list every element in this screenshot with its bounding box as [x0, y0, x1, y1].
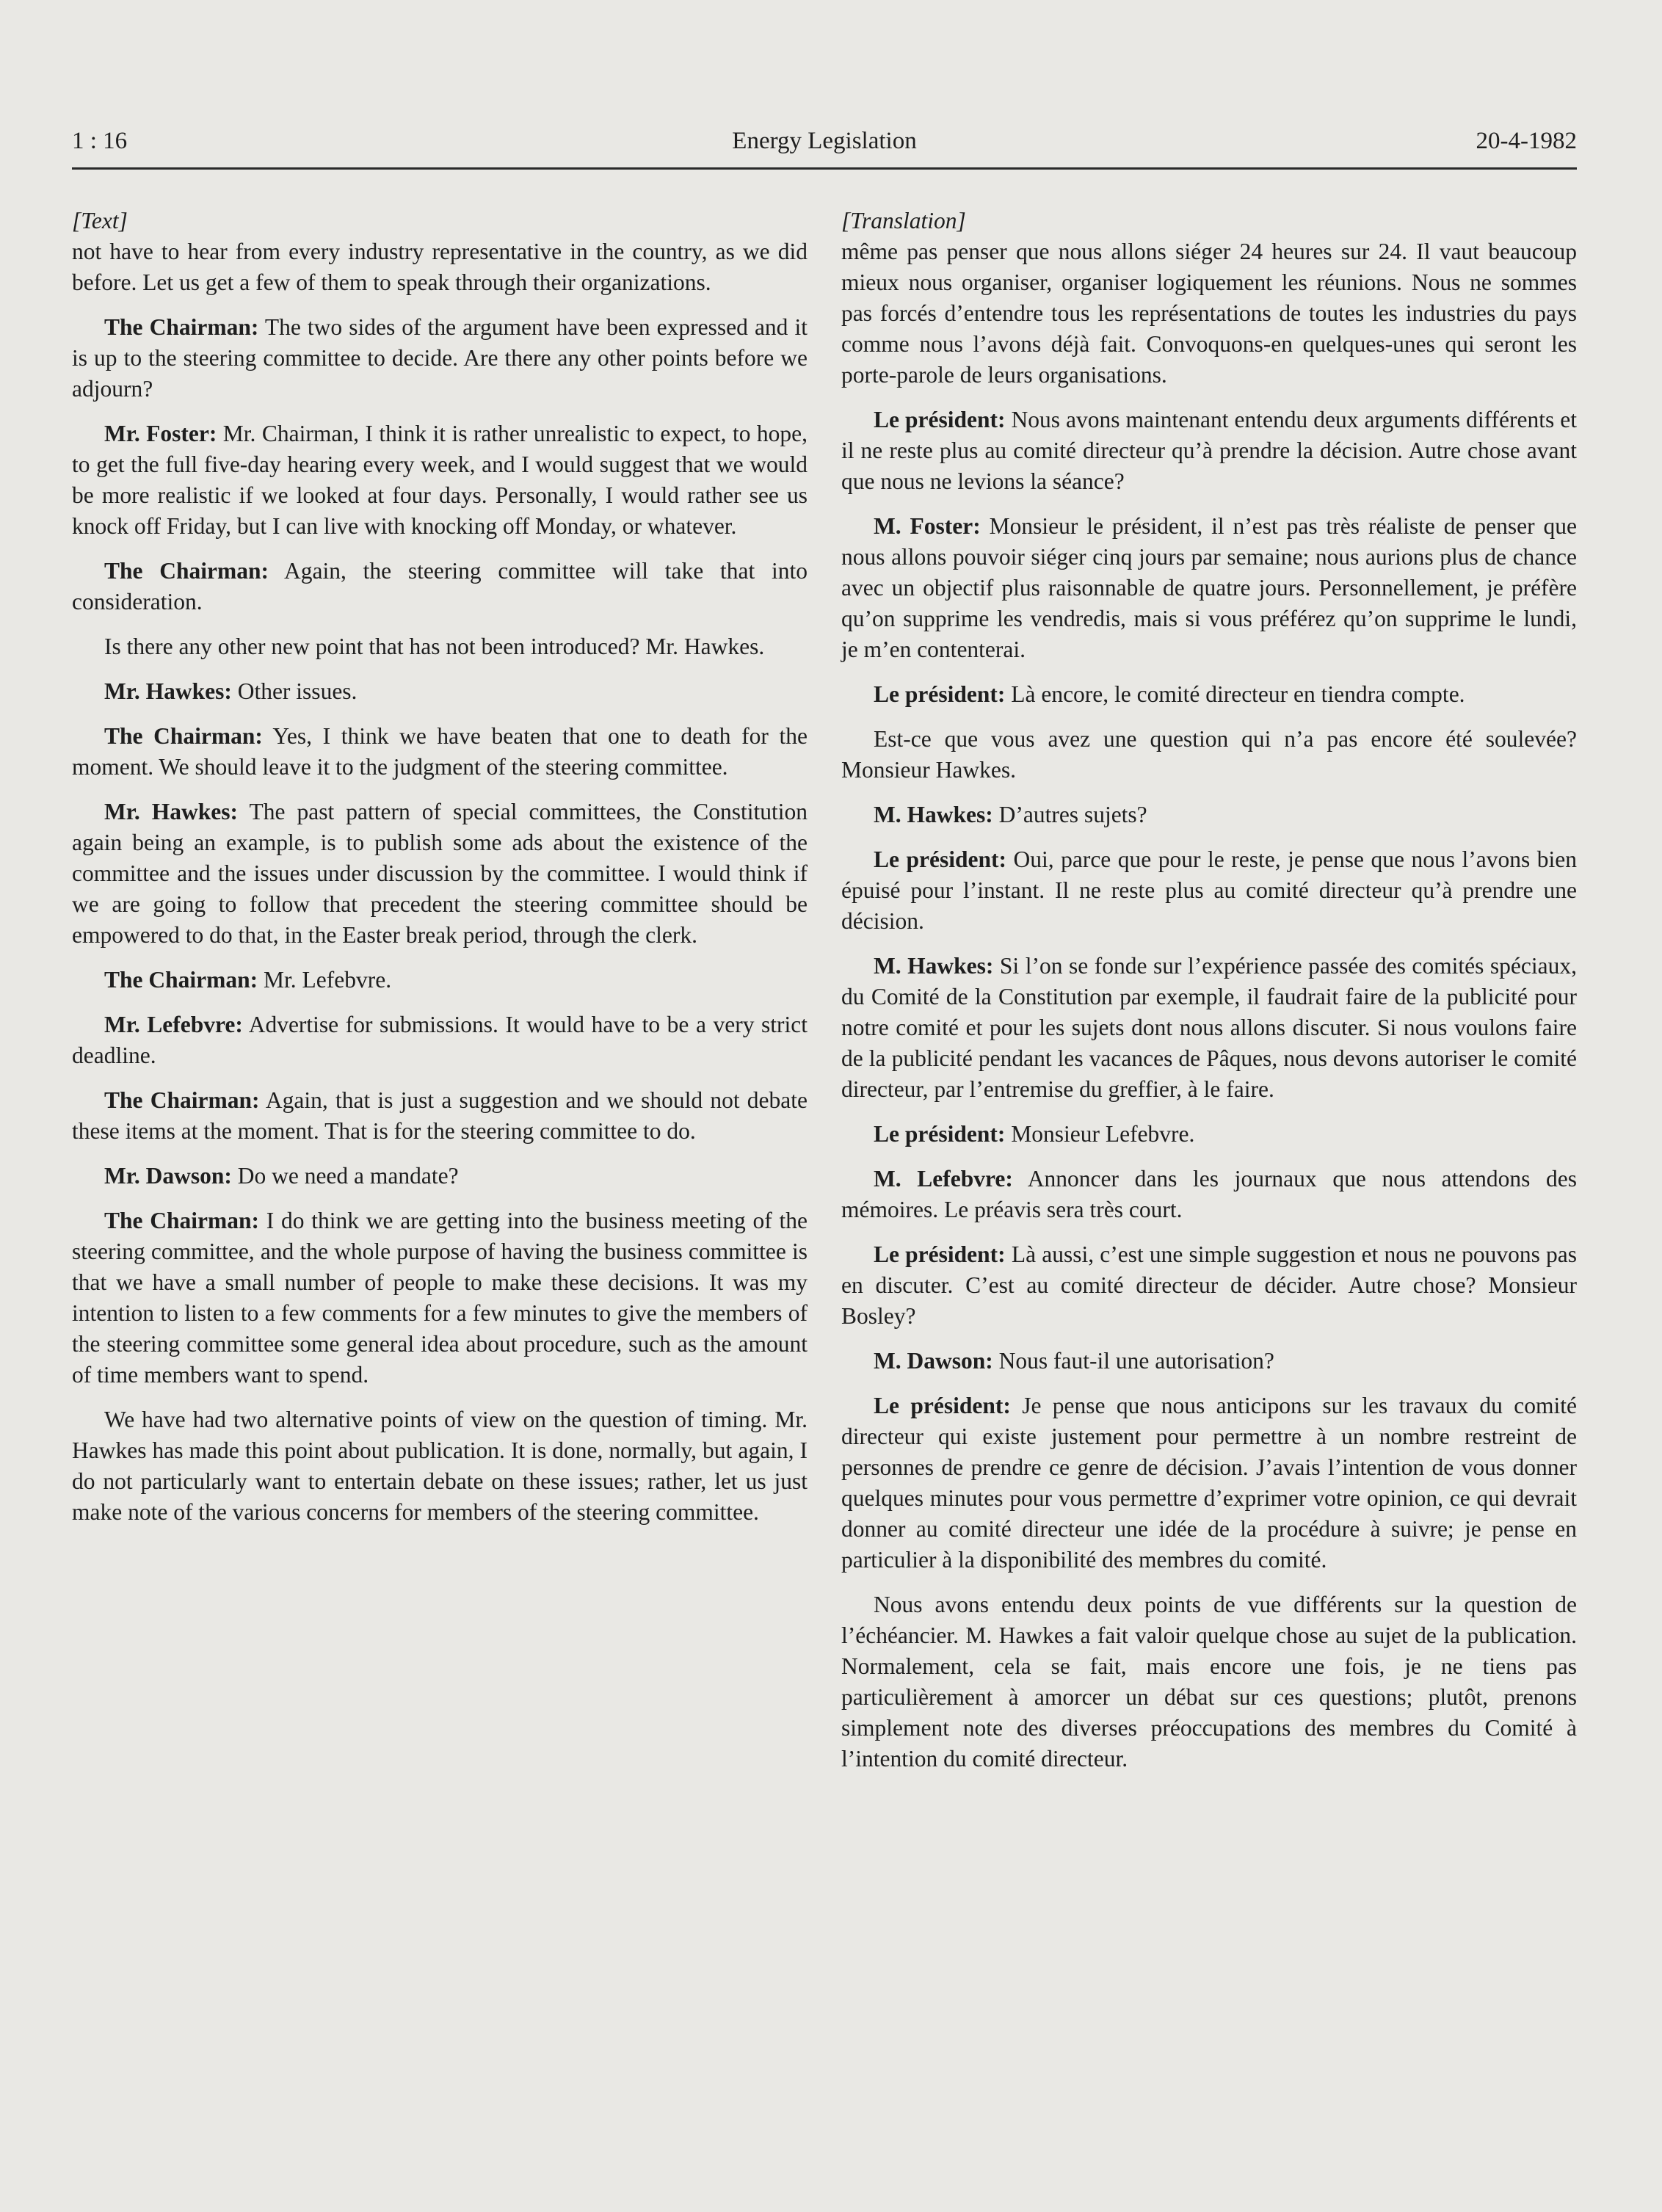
- paragraph-text: Monsieur Lefebvre.: [1005, 1121, 1195, 1147]
- transcript-paragraph: [72, 1205, 808, 1390]
- speaker-name: Le président:: [874, 1121, 1006, 1147]
- paragraph-text: Yes, I think we have beaten that one to death for the moment. We should leave it to the judgment of the steering committee.: [72, 723, 808, 780]
- paragraph-text: Je pense que nous anticipons sur les travaux du comité directeur qui existe justement pour permettre à un nombre restreint de personnes de prendre ce genre de décision. J’avais l’intention de vous donner quelques minutes pour vous permettre d’exprimer votre opinion, ce qui devrait donner au comité directeur une idée de la procédure à suivre; je pense en particulier à la disponibilité des membres du comité.: [841, 1393, 1577, 1573]
- transcript-paragraph: [72, 1404, 808, 1528]
- speaker-name: Le président:: [874, 1393, 1011, 1418]
- page-date: 20-4-1982: [1476, 128, 1577, 154]
- paragraph-text: Again, the steering committee will take that into consideration.: [72, 558, 808, 614]
- french-column: [841, 206, 1577, 1788]
- paragraph-text: Si l’on se fonde sur l’expérience passée des comités spéciaux, du Comité de la Constitution par exemple, il faudrait faire de la publicité pour notre comité et pour les sujets dont nous allons discuter. Si nous voulons faire de la publicité pendant les vacances de Pâques, nous devons autoriser le comité directeur, par l’entremise du greffier, à le faire.: [841, 953, 1577, 1102]
- speaker-name: M. Foster:: [874, 513, 981, 539]
- transcript-paragraph: [841, 1119, 1577, 1150]
- transcript-paragraph: [841, 1346, 1577, 1377]
- paragraph-text: Advertise for submissions. It would have to be a very strict deadline.: [72, 1012, 808, 1068]
- transcript-paragraph: [841, 679, 1577, 710]
- transcript-paragraph: [72, 1085, 808, 1147]
- paragraph-text: Oui, parce que pour le reste, je pense que nous l’avons bien épuisé pour l’instant. Il ne reste plus au comité directeur qu’à prendre une décision.: [841, 846, 1577, 934]
- paragraph-text: Nous avons maintenant entendu deux arguments différents et il ne reste plus au comité directeur qu’à prendre la décision. Autre chose avant que nous ne levions la séance?: [841, 407, 1577, 494]
- speaker-name: The Chairman:: [104, 723, 263, 749]
- transcript-paragraph: [841, 1390, 1577, 1575]
- page-number: 1 : 16: [72, 128, 128, 154]
- speaker-name: M. Hawkes:: [874, 953, 994, 979]
- running-title: Energy Legislation: [732, 128, 917, 154]
- transcript-paragraph: [72, 236, 808, 298]
- header-rule: [72, 167, 1577, 170]
- transcript-paragraph: [72, 1009, 808, 1071]
- transcript-paragraph: [72, 556, 808, 617]
- paragraph-text: Là encore, le comité directeur en tiendra compte.: [1005, 681, 1465, 707]
- paragraph-text: Annoncer dans les journaux que nous attendons des mémoires. Le préavis sera très court.: [841, 1166, 1577, 1222]
- speaker-name: Le président:: [874, 681, 1006, 707]
- paragraph-text: I do think we are getting into the business meeting of the steering committee, and the whole purpose of having the business committee is that we have a small number of people to make these decisions. It was my intention to listen to a few comments for a few minutes to give the members of the steering committee some general idea about procedure, such as the amount of time members want to spend.: [72, 1208, 808, 1388]
- transcript-paragraph: [841, 236, 1577, 391]
- paragraph-text: Mr. Chairman, I think it is rather unrealistic to expect, to hope, to get the full five-day hearing every week, and I would suggest that we would be more realistic if we looked at four days. Personally, I would rather see us knock off Friday, but I can live with knocking off Monday, or whatever.: [72, 421, 808, 539]
- transcript-paragraph: [72, 312, 808, 405]
- speaker-name: The Chairman:: [104, 1087, 260, 1113]
- speaker-name: Mr. Dawson:: [104, 1163, 232, 1189]
- transcript-paragraph: [72, 797, 808, 951]
- paragraph-text: Là aussi, c’est une simple suggestion et nous ne pouvons pas en discuter. C’est au comité directeur de décider. Autre chose? Monsieur Bosley?: [841, 1241, 1577, 1329]
- transcript-paragraph: [841, 511, 1577, 665]
- speaker-name: The Chairman:: [104, 314, 259, 340]
- speaker-name: The Chairman:: [104, 558, 269, 584]
- transcript-paragraph: [841, 1589, 1577, 1774]
- english-column: [72, 206, 808, 1542]
- transcript-paragraph: [841, 1239, 1577, 1332]
- transcript-paragraph: [841, 1164, 1577, 1225]
- speaker-name: Le président:: [874, 407, 1006, 432]
- paragraph-text: Monsieur le président, il n’est pas très réaliste de penser que nous allons pouvoir siéger cinq jours par semaine; nous aurions plus de chance avec un objectif plus raisonnable de quatre jours. Personnellement, je préfère qu’on supprime les vendredis, mais si vous préférez qu’on supprime le lundi, je m’en contenterai.: [841, 513, 1577, 662]
- speaker-name: Le président:: [874, 1241, 1006, 1267]
- paragraph-text: The two sides of the argument have been expressed and it is up to the steering committee to decide. Are there any other points before we adjourn?: [72, 314, 808, 402]
- transcript-paragraph: [72, 965, 808, 996]
- paragraph-text: Is there any other new point that has not been introduced? Mr. Hawkes.: [104, 634, 765, 659]
- paragraph-text: Est-ce que vous avez une question qui n’a pas encore été soulevée? Monsieur Hawkes.: [841, 726, 1577, 783]
- transcript-paragraph: [72, 418, 808, 542]
- transcript-paragraph: [72, 721, 808, 783]
- transcript-paragraph: [841, 724, 1577, 786]
- paragraph-text: We have had two alternative points of view on the question of timing. Mr. Hawkes has made this point about publication. It is done, normally, but again, I do not particularly want to entertain debate on these issues; rather, let us just make note of the various concerns for members of the steering committee.: [72, 1407, 808, 1525]
- speaker-name: M. Hawkes:: [874, 802, 993, 827]
- paragraph-text: Other issues.: [231, 678, 358, 704]
- paragraph-text: Do we need a mandate?: [231, 1163, 459, 1189]
- speaker-name: Le président:: [874, 846, 1006, 872]
- speaker-name: M. Dawson:: [874, 1348, 993, 1374]
- transcript-paragraph: [72, 676, 808, 707]
- transcript-paragraph: [72, 1161, 808, 1192]
- transcript-paragraph: [841, 799, 1577, 830]
- speaker-name: Mr. Lefebvre:: [104, 1012, 243, 1037]
- transcript-paragraph: [841, 844, 1577, 937]
- speaker-name: The Chairman:: [104, 967, 258, 993]
- paragraph-text: Again, that is just a suggestion and we should not debate these items at the moment. That is for the steering committee to do.: [72, 1087, 808, 1144]
- speaker-name: Mr. Foster:: [104, 421, 217, 446]
- transcript-paragraph: [841, 405, 1577, 497]
- paragraph-text: Nous avons entendu deux points de vue différents sur la question de l’échéancier. M. Hawkes a fait valoir quelque chose au sujet de la publication. Normalement, cela se fait, mais encore une fois, je ne tiens pas particulièrement à amorcer un débat sur ces questions; plutôt, prenons simplement note des diverses préoccupations des membres du Comité à l’intention du comité directeur.: [841, 1592, 1577, 1772]
- paragraph-text: Mr. Lefebvre.: [258, 967, 392, 993]
- transcript-paragraph: [72, 631, 808, 662]
- paragraph-text: not have to hear from every industry representative in the country, as we did before. Let us get a few of them to speak through their organizations.: [72, 239, 808, 295]
- speaker-name: Mr. Hawkes:: [104, 678, 232, 704]
- speaker-name: Mr. Hawkes:: [104, 799, 238, 824]
- paragraph-text: même pas penser que nous allons siéger 24 heures sur 24. Il vaut beaucoup mieux nous organiser, organiser logiquement les réunions. Nous ne sommes pas forcés d’entendre tous les représentations de toutes les industries du pays comme nous l’avons déjà fait. Convoquons-en quelques-unes qui seront les porte-parole de leurs organisations.: [841, 239, 1577, 388]
- paragraph-text: D’autres sujets?: [993, 802, 1147, 827]
- page-header: [72, 123, 1577, 164]
- paragraph-text: The past pattern of special committees, the Constitution again being an example, is to publish some ads about the existence of the committee and the issues under discussion by the committee. I would think if we are going to follow that precedent the steering committee should be empowered to do that, in the Easter break period, through the clerk.: [72, 799, 808, 948]
- translation-tag: [Translation]: [841, 208, 966, 233]
- text-tag: [Text]: [72, 208, 128, 233]
- speaker-name: M. Lefebvre:: [874, 1166, 1013, 1192]
- transcript-paragraph: [841, 951, 1577, 1105]
- speaker-name: The Chairman:: [104, 1208, 260, 1233]
- paragraph-text: Nous faut-il une autorisation?: [993, 1348, 1274, 1374]
